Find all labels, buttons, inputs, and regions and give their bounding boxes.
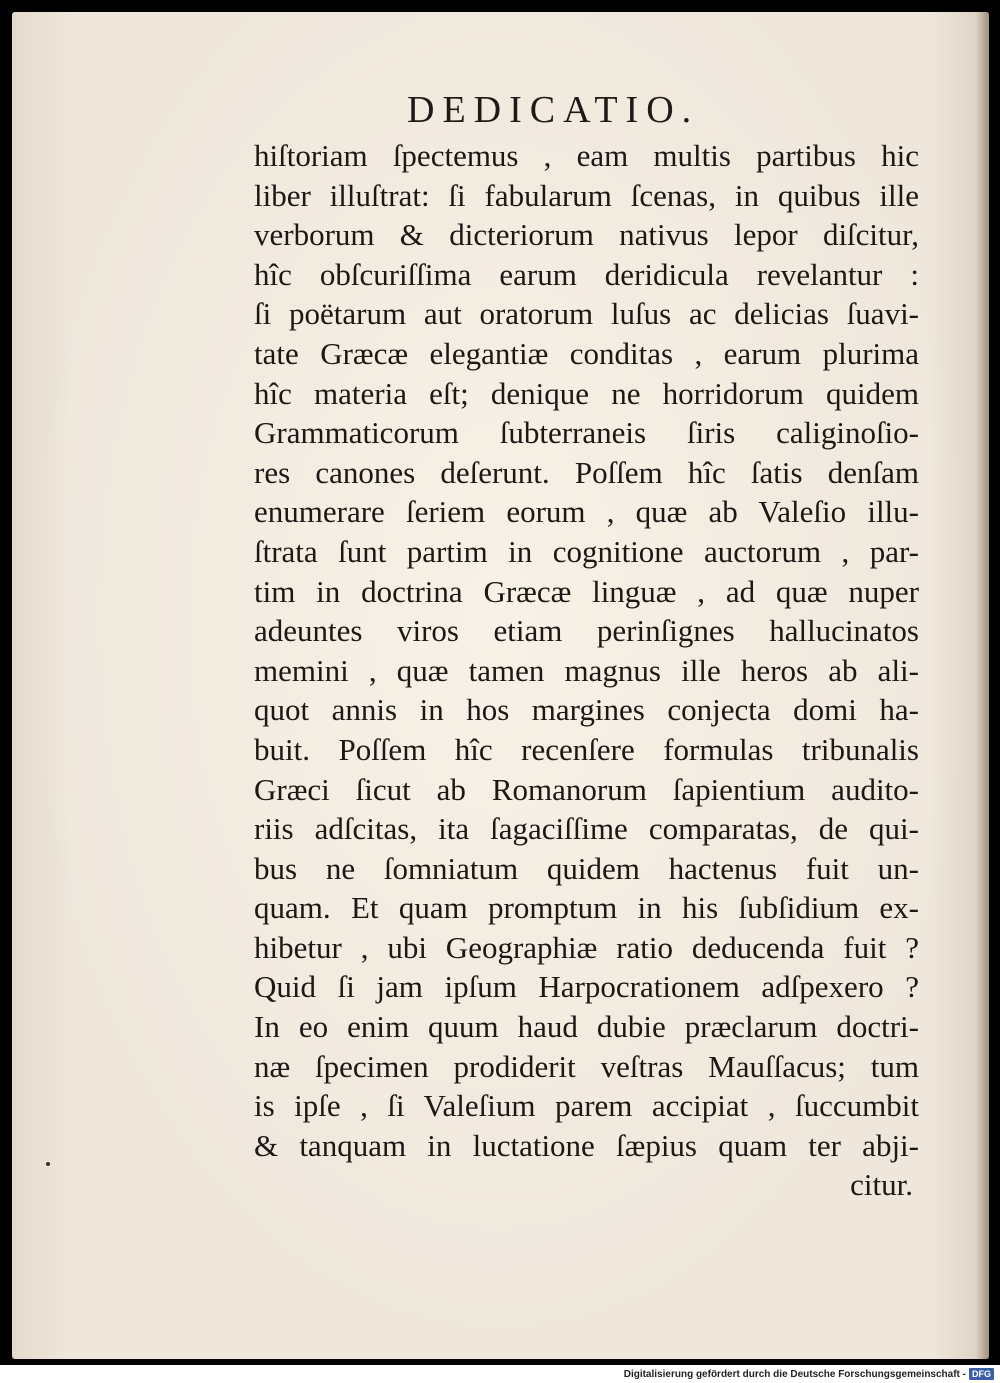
text-line: riis adſcitas, ita ſagaciſſime comparatas, de qui- <box>254 811 919 847</box>
text-line: memini , quæ tamen magnus ille heros ab ali- <box>254 652 919 688</box>
text-line: hîc materia eſt; denique ne horridorum quidem <box>254 375 919 411</box>
margin-spot <box>46 1162 50 1166</box>
text-line: buit. Poſſem hîc recenſere formulas tribunalis <box>254 731 919 767</box>
text-line: adeuntes viros etiam perinſignes hallucinatos <box>254 613 919 649</box>
page-edge-shadow <box>975 12 989 1359</box>
text-line: tim in doctrina Græcæ linguæ , ad quæ nuper <box>254 573 919 609</box>
book-page <box>12 12 989 1359</box>
text-line: is ipſe , ſi Valeſium parem accipiat , ſuccumbit <box>254 1088 919 1124</box>
text-line: Grammaticorum ſubterraneis ſiris caliginoſio- <box>254 415 919 451</box>
text-line: Græci ſicut ab Romanorum ſapientium audito- <box>254 771 919 807</box>
text-line: liber illuſtrat: ſi fabularum ſcenas, in quibus ille <box>254 177 919 213</box>
dfg-logo[interactable]: DFG <box>969 1368 994 1380</box>
text-line: Quid ſi jam ipſum Harpocrationem adſpexero ? <box>254 969 919 1005</box>
text-line: quam. Et quam promptum in his ſubſidium ex- <box>254 890 919 926</box>
text-line: hiſtoriam ſpectemus , eam multis partibus hic <box>254 138 919 173</box>
text-line: næ ſpecimen prodiderit veſtras Mauſſacus; tum <box>254 1048 919 1084</box>
text-line: bus ne ſomniatum quidem hactenus fuit un- <box>254 850 919 886</box>
text-line: verborum & dicteriorum nativus lepor diſcitur, <box>254 217 919 253</box>
page-body-text <box>254 136 919 1205</box>
text-line: In eo enim quum haud dubie præclarum doctri- <box>254 1009 919 1045</box>
text-line: enumerare ſeriem eorum , quæ ab Valeſio illu- <box>254 494 919 530</box>
text-line: tate Græcæ elegantiæ conditas , earum plurima <box>254 335 919 371</box>
digitization-footer <box>624 1366 994 1382</box>
text-line: res canones deſerunt. Poſſem hîc ſatis denſam <box>254 454 919 490</box>
text-line: ſi poëtarum aut oratorum luſus ac delicias ſuavi- <box>254 296 919 332</box>
footer-credit-text: Digitalisierung gefördert durch die Deutsche Forschungsgemeinschaft - <box>623 1368 966 1380</box>
text-line: & tanquam in luctatione ſæpius quam ter abji- <box>254 1127 919 1163</box>
text-line: ſtrata ſunt partim in cognitione auctorum , par- <box>254 533 919 569</box>
catchword: citur. <box>850 1167 913 1203</box>
running-head: DEDICATIO. <box>407 89 700 131</box>
text-line: quot annis in hos margines conjecta domi ha- <box>254 692 919 728</box>
text-line: hibetur , ubi Geographiæ ratio deducenda fuit ? <box>254 929 919 965</box>
text-line: hîc obſcuriſſima earum deridicula revelantur : <box>254 256 919 292</box>
